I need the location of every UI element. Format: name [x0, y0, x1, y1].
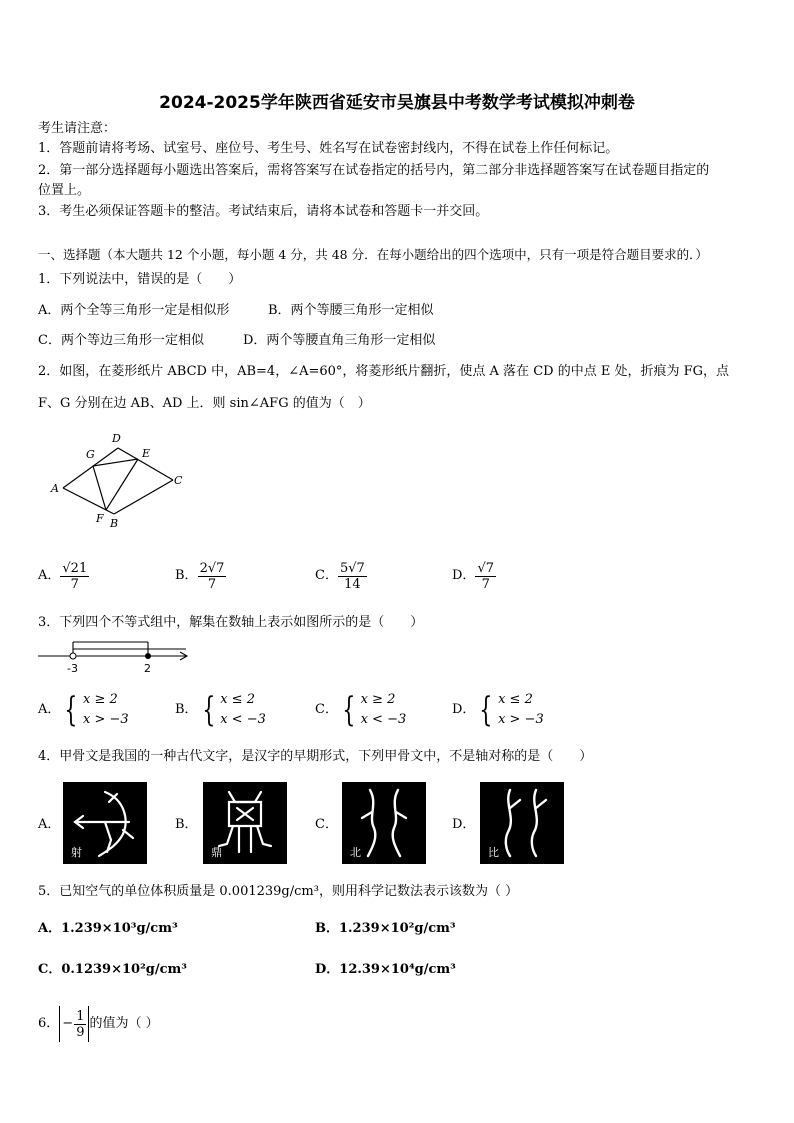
tick-label: 2	[144, 662, 151, 675]
question-5-option-d: D．12.39×10⁴g/cm³	[315, 962, 456, 977]
question-2-option-d: D． $\frac{√7}{7}$	[452, 560, 494, 592]
rhombus-figure	[48, 430, 188, 530]
question-1-option-b: B．两个等腰三角形一定相似	[268, 303, 434, 318]
question-5-option-a: A．1.239×10³g/cm³	[38, 921, 178, 936]
question-2-stem: 2．如图，在菱形纸片 ABCD 中，AB=4，∠A=60°，将菱形纸片翻折，使点 A 落在 CD 的中点 E 处，折痕为 FG，点	[38, 364, 729, 379]
notice-item: 1．答题前请将考场、试室号、座位号、考生号、姓名写在试卷密封线内，不得在试卷上作任何标记。	[38, 141, 619, 156]
oracle-glyph-bei: 北	[342, 782, 426, 864]
question-1-option-d: D．两个等腰直角三角形一定相似	[243, 333, 436, 348]
point-label: C	[174, 474, 183, 487]
point-label: G	[86, 448, 95, 461]
page-title: 2024-2025学年陕西省延安市吴旗县中考数学考试模拟冲刺卷	[159, 93, 635, 113]
number-line	[36, 636, 196, 678]
question-5-option-b: B．1.239×10²g/cm³	[315, 921, 456, 936]
oracle-glyph-ding: 鼎	[203, 782, 287, 864]
question-4-option-letter: D．	[452, 817, 476, 832]
question-6-stem: 6． − $\frac{1}{9}$ 的值为（ ）	[38, 1004, 159, 1044]
question-5-stem: 5．已知空气的单位体积质量是 0.001239g/cm³，则用科学记数法表示该数为（ ）	[38, 884, 519, 899]
notice-heading: 考生请注意：	[38, 121, 117, 136]
question-2-option-c: C． $\frac{5√7}{14}$	[315, 560, 365, 592]
oracle-glyph-bi: 比	[480, 782, 564, 864]
question-1-option-a: A．两个全等三角形一定是相似形	[38, 303, 230, 318]
question-4-option-letter: A．	[38, 817, 61, 832]
section-heading: 一、选择题（本大题共 12 个小题，每小题 4 分，共 48 分．在每小题给出的四个选项中，只有一项是符合题目要求的．）	[38, 247, 708, 262]
question-3-option-d: D． { x ≤ 2 x > −3	[452, 690, 544, 730]
question-4-stem: 4．甲骨文是我国的一种古代文字，是汉字的早期形式，下列甲骨文中，不是轴对称的是（ ）	[38, 749, 593, 764]
point-label: A	[51, 482, 59, 495]
question-3-stem: 3．下列四个不等式组中，解集在数轴上表示如图所示的是（ ）	[38, 615, 424, 630]
question-2-option-a: A． $\frac{√21}{7}$	[38, 560, 88, 592]
notice-item: 2．第一部分选择题每小题选出答案后，需将答案写在试卷指定的括号内，第二部分非选择题答案写在试卷题目指定的	[38, 163, 710, 178]
question-2-option-b: B． $\frac{2√7}{7}$	[175, 560, 225, 592]
question-3-option-c: C． { x ≥ 2 x < −3	[315, 690, 407, 730]
question-1-stem: 1．下列说法中，错误的是（ ）	[38, 272, 242, 287]
point-label: E	[142, 447, 151, 460]
tick-label: -3	[67, 662, 78, 675]
question-4-option-letter: B．	[175, 817, 198, 832]
question-3-option-a: A． { x ≥ 2 x > −3	[38, 690, 129, 730]
question-2-stem: F、G 分别在边 AB、AD 上．则 sin∠AFG 的值为（ ）	[38, 396, 371, 411]
oracle-glyph-she: 射	[63, 782, 147, 864]
point-label: D	[112, 432, 121, 445]
question-1-option-c: C．两个等边三角形一定相似	[38, 333, 204, 348]
question-4-option-letter: C．	[315, 817, 338, 832]
point-label: B	[110, 517, 119, 530]
notice-item: 位置上。	[38, 183, 91, 198]
question-3-option-b: B． { x ≤ 2 x < −3	[175, 690, 266, 730]
notice-item: 3．考生必须保证答题卡的整洁。考试结束后，请将本试卷和答题卡一并交回。	[38, 204, 489, 219]
question-5-option-c: C．0.1239×10²g/cm³	[38, 962, 187, 977]
point-label: F	[96, 512, 104, 525]
